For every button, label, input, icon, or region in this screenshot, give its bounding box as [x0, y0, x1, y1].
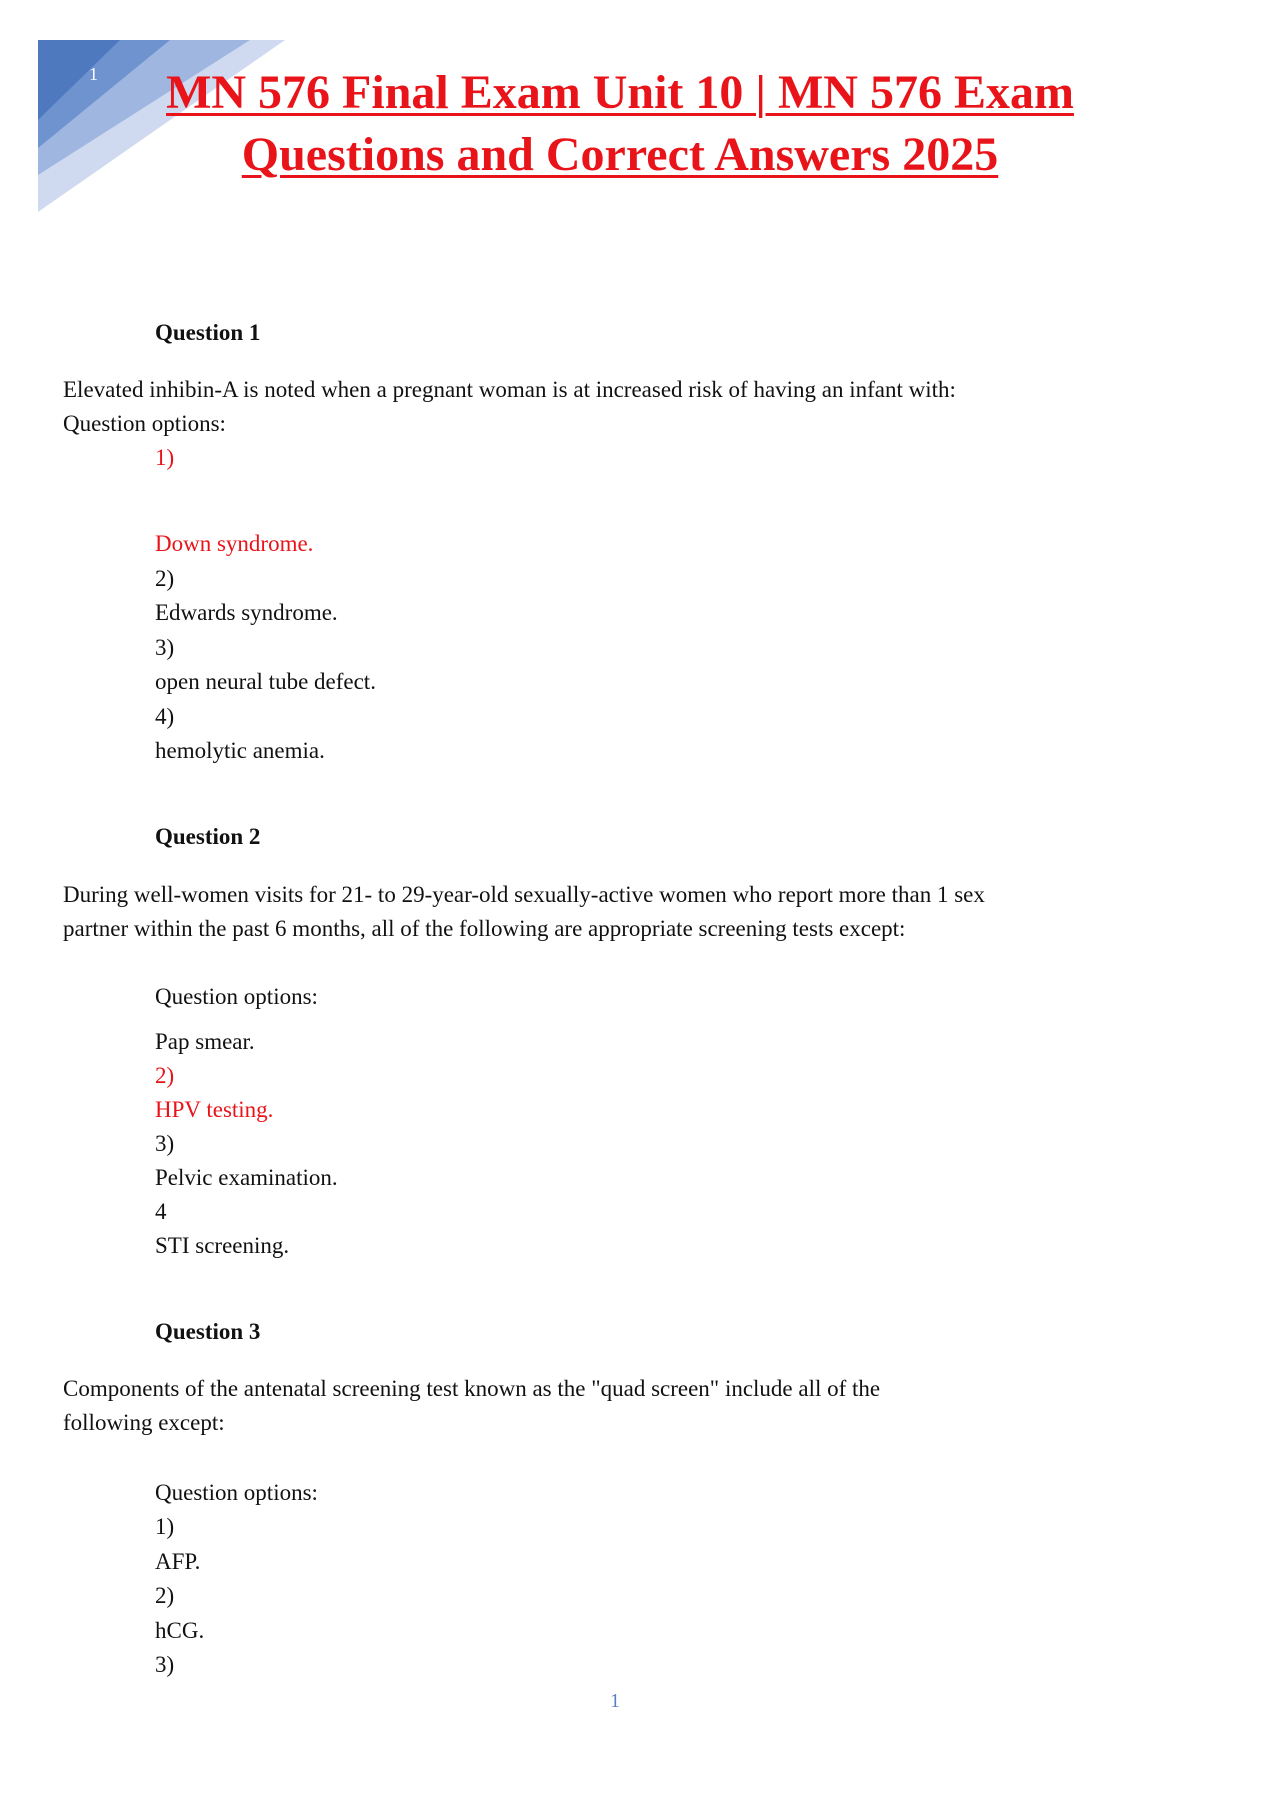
question-2-heading: Question 2	[155, 824, 261, 849]
question-1-option-2-number: 2)	[155, 566, 175, 591]
question-3-heading: Question 3	[155, 1319, 261, 1344]
question-2-options-label: Question options:	[155, 984, 318, 1009]
question-1-option-3-text: open neural tube defect.	[155, 669, 376, 694]
question-3-option-2-text: hCG.	[155, 1618, 205, 1643]
question-2-stem-line-2: partner within the past 6 months, all of the following are appropriate screening tests except:	[63, 916, 906, 941]
question-3-stem-line-1: Components of the antenatal screening test known as the "quad screen" include all of the	[63, 1376, 881, 1401]
footer-page-number: 1	[610, 1690, 620, 1712]
question-1-option-1-number: 1)	[155, 445, 175, 470]
question-1-option-4-text: hemolytic anemia.	[155, 738, 325, 763]
question-1-heading: Question 1	[155, 320, 261, 345]
corner-page-number: 1	[89, 64, 98, 84]
question-2-option-4-number: 4	[155, 1199, 167, 1224]
question-3-option-2-number: 2)	[155, 1583, 175, 1608]
question-3-option-3-number: 3)	[155, 1652, 175, 1677]
question-1-option-3-number: 3)	[155, 635, 175, 660]
document-title	[110, 62, 1130, 186]
question-2-option-3-text: Pelvic examination.	[155, 1165, 338, 1190]
question-1-stem: Elevated inhibin-A is noted when a pregnant woman is at increased risk of having an infant with:	[63, 377, 956, 402]
title-line-1: MN 576 Final Exam Unit 10 | MN 576 Exam	[166, 66, 1074, 119]
question-1-option-2-text: Edwards syndrome.	[155, 600, 338, 625]
question-1-option-4-number: 4)	[155, 704, 175, 729]
question-3-option-1-text: AFP.	[155, 1549, 201, 1574]
title-line-2: Questions and Correct Answers 2025	[241, 128, 999, 181]
question-2-option-1-text: Pap smear.	[155, 1029, 255, 1054]
question-3-options-label: Question options:	[155, 1480, 318, 1505]
question-2-option-3-number: 3)	[155, 1131, 175, 1156]
question-3-option-1-number: 1)	[155, 1514, 175, 1539]
question-2-option-2-number: 2)	[155, 1063, 175, 1088]
question-1-option-1-text: Down syndrome.	[155, 531, 314, 556]
question-2-option-2-text: HPV testing.	[155, 1097, 274, 1122]
question-1-options-label: Question options:	[63, 411, 226, 436]
question-3-stem-line-2: following except:	[63, 1410, 225, 1435]
question-2-stem-line-1: During well-women visits for 21- to 29-year-old sexually-active women who report more than 1 sex	[63, 882, 985, 907]
question-2-option-4-text: STI screening.	[155, 1233, 290, 1258]
